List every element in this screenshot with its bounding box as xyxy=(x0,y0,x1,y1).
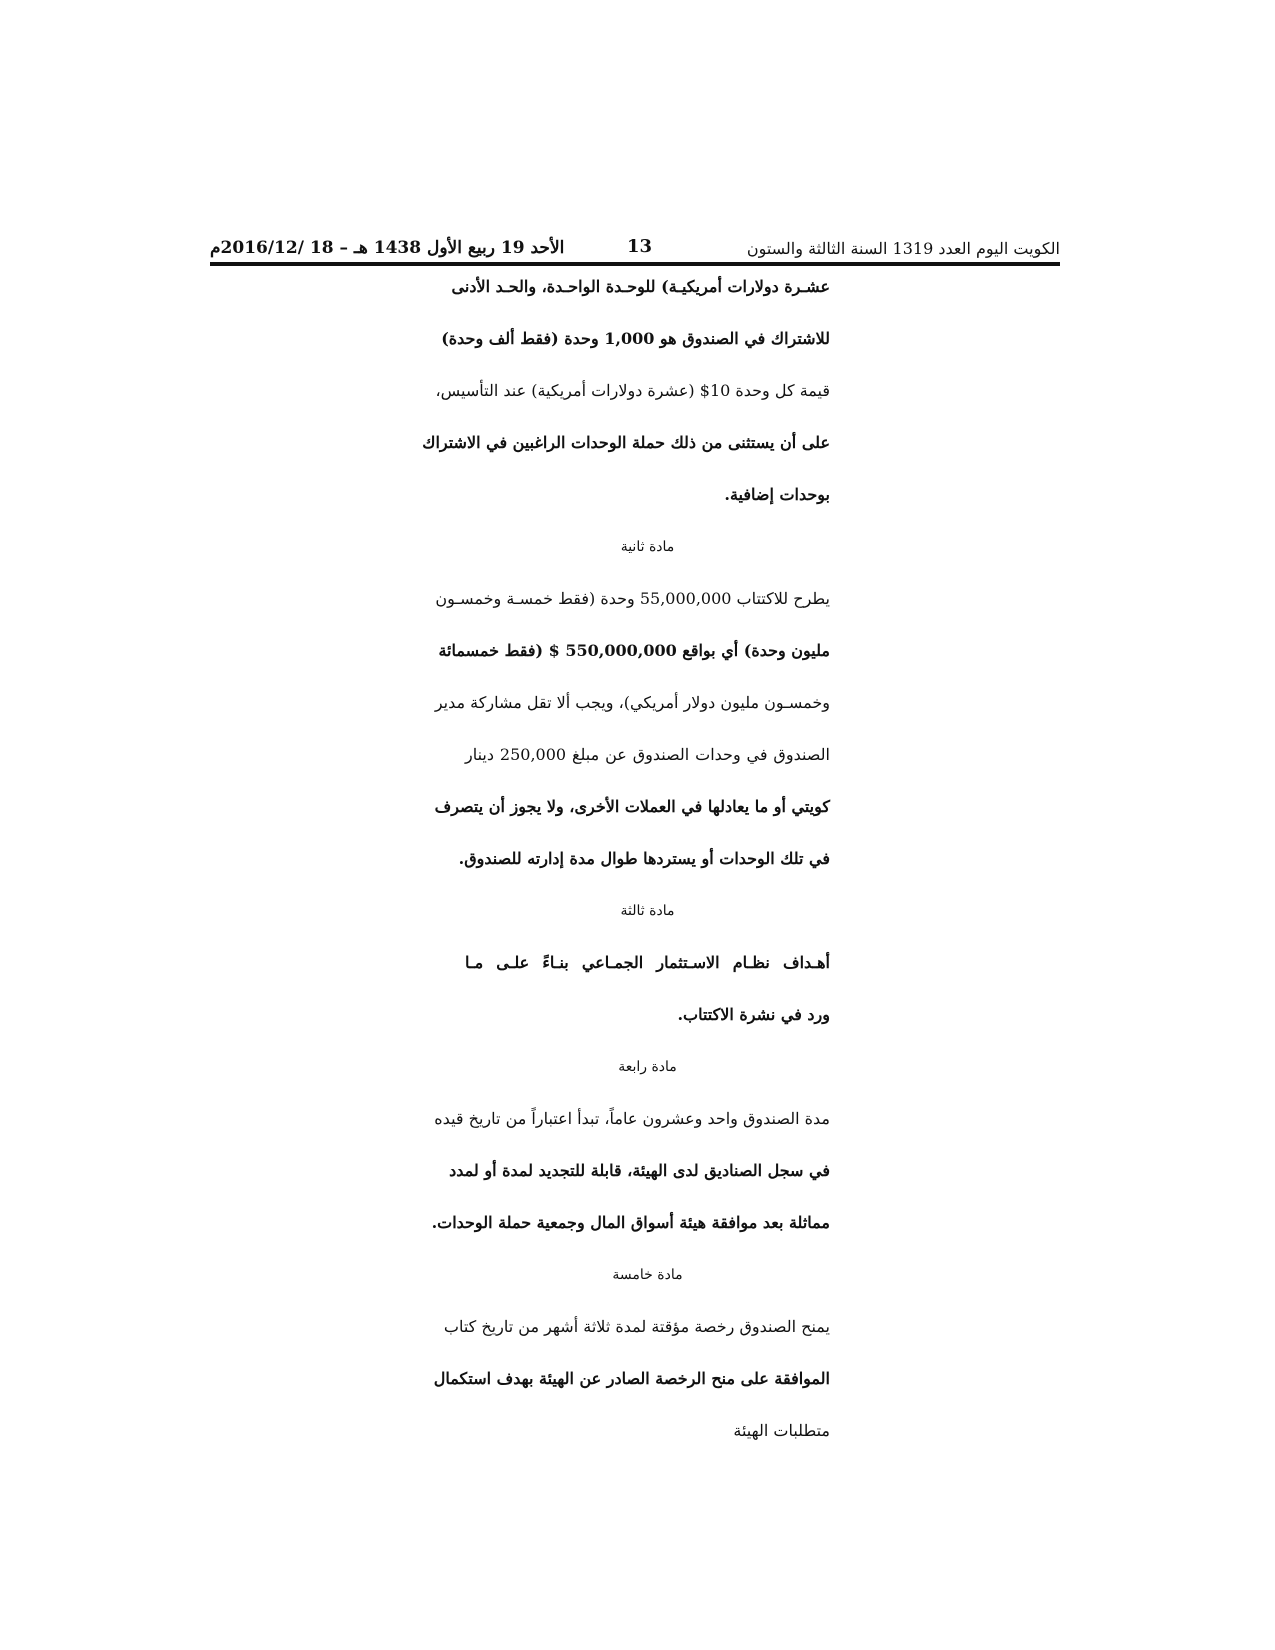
article-column xyxy=(422,275,830,1471)
header-date: الأحد 19 ربيع الأول 1438 هـ – 18 /2016/12م xyxy=(210,238,565,258)
article-heading: مادة رابعة xyxy=(618,1059,677,1075)
paragraph-line: متطلبات الهيئة xyxy=(733,1421,830,1440)
paragraph-line: مليون وحدة) أي بواقع 550,000,000 $ (فقط خمسمائة xyxy=(438,641,830,660)
paragraph-line: أهـداف نظـام الاسـتثمار الجمـاعي بنـاءً علـى مـا xyxy=(465,953,830,972)
paragraph-line: في سجل الصناديق لدى الهيئة، قابلة للتجديد لمدة أو لمدد xyxy=(449,1161,830,1180)
paragraph-line: في تلك الوحدات أو يستردها طوال مدة إدارته للصندوق. xyxy=(458,849,830,868)
paragraph-line: ورد في نشرة الاكتتاب. xyxy=(677,1005,830,1024)
paragraph-line: مماثلة بعد موافقة هيئة أسواق المال وجمعية حملة الوحدات. xyxy=(431,1213,830,1232)
header-issue-info: الكويت اليوم العدد 1319 السنة الثالثة والستون xyxy=(746,238,1060,258)
paragraph-line: عشـرة دولارات أمريكيـة) للوحـدة الواحـدة، والحـد الأدنى xyxy=(451,277,830,296)
paragraph-line: قيمة كل وحدة 10$ (عشرة دولارات أمريكية) عند التأسيس، xyxy=(435,381,830,400)
paragraph-line: للاشتراك في الصندوق هو 1,000 وحدة (فقط ألف وحدة) xyxy=(441,329,830,348)
paragraph-line: يطرح للاكتتاب 55,000,000 وحدة (فقط خمسـة وخمسـون xyxy=(435,589,830,608)
paragraph-line: كويتي أو ما يعادلها في العملات الأخرى، ولا يجوز أن يتصرف xyxy=(434,797,830,816)
paragraph-line: الصندوق في وحدات الصندوق عن مبلغ 250,000 دينار xyxy=(465,745,830,764)
article-heading: مادة ثانية xyxy=(620,539,675,555)
page-number: 13 xyxy=(627,236,653,257)
paragraph-line: وخمسـون مليون دولار أمريكي)، ويجب ألا تقل مشاركة مدير xyxy=(434,693,830,712)
page-header xyxy=(210,236,1060,260)
paragraph-line: مدة الصندوق واحد وعشرون عاماً، تبدأ اعتباراً من تاريخ قيده xyxy=(434,1109,830,1128)
article-heading: مادة ثالثة xyxy=(620,903,675,919)
paragraph-line: على أن يستثنى من ذلك حملة الوحدات الراغبين في الاشتراك xyxy=(422,433,830,452)
article-heading: مادة خامسة xyxy=(612,1267,683,1283)
paragraph-line: بوحدات إضافية. xyxy=(724,485,830,504)
paragraph-line: يمنح الصندوق رخصة مؤقتة لمدة ثلاثة أشهر من تاريخ كتاب xyxy=(443,1317,830,1336)
header-divider xyxy=(210,262,1060,266)
paragraph-line: الموافقة على منح الرخصة الصادر عن الهيئة بهدف استكمال xyxy=(433,1369,830,1388)
